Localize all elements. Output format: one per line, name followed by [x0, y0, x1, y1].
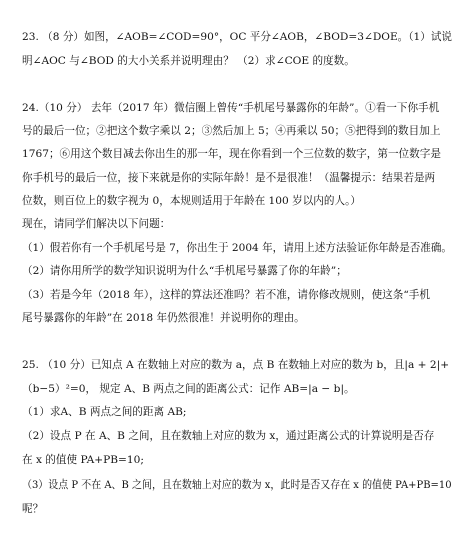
q24-sub-3b: 尾号暴露你的年龄”在 2018 年仍然很准！并说明你的理由。 — [22, 312, 305, 324]
q25-line-2: （b−5）²=0， 规定 A、B 两点之间的距离公式：记作 AB=|a − b|。 — [22, 383, 355, 395]
q24-sub-1: （1）假若你有一个手机尾号是 7，你出生于 2004 年，请用上述方法验证你年龄是否准确。 — [22, 242, 452, 254]
q24-line-1: 24.（10 分） 去年（2017 年）微信圈上曾传“手机尾号暴露你的年龄”。①看一下你手机 — [22, 102, 440, 114]
q24-line-4: 你手机号的最后一位，接下来就是你的实际年龄！是不是很准！（温馨提示：结果若是两 — [22, 172, 436, 184]
q24-line-2: 号的最后一位；②把这个数字乘以 2；③然后加上 5；④再乘以 50；⑤把得到的数目加上 — [22, 125, 441, 137]
q25-sub-3a: （3）设点 P 不在 A、B 之间，且在数轴上对应的数为 x，此时是否又存在 x 的值使 PA+PB=10 — [22, 479, 452, 491]
q25-sub-3b: 呢？ — [22, 503, 44, 515]
q24-line-6: 现在，请同学们解决以下问题： — [22, 218, 171, 230]
q25-sub-2b: 在 x 的值使 PA+PB=10; — [22, 454, 144, 466]
q24-line-3: 1767；⑥用这个数目减去你出生的那一年，现在你看到一个三位数的数字，第一位数字是 — [22, 148, 441, 160]
q24-sub-3a: （3）若是今年（2018 年），这样的算法还准吗？若不准，请你修改规则，使这条“手机 — [22, 289, 430, 301]
q25-sub-2a: （2）设点 P 在 A、B 之间，且在数轴上对应的数为 x，通过距离公式的计算说明是否存 — [22, 430, 435, 442]
q24-line-5: 位数，则百位上的数字视为 0，本规则适用于年龄在 100 岁以内的人。） — [22, 195, 361, 207]
q25-sub-1: （1）求A、B 两点之间的距离 AB; — [22, 406, 187, 418]
q24-sub-2: （2）请你用所学的数学知识说明为什么“手机尾号暴露了你的年龄”； — [22, 265, 347, 277]
q23-line-2: 明∠AOC 与∠BOD 的大小关系并说明理由？ （2）求∠COE 的度数。 — [22, 55, 355, 67]
q25-line-1: 25. （10 分）已知点 A 在数轴上对应的数为 a，点 B 在数轴上对应的数为 b，且|a + 2|+ — [22, 359, 450, 371]
q23-line-1: 23. （8 分）如图，∠AOB=∠COD=90°，OC 平分∠AOB，∠BOD=3∠DOE。（1）试说 — [22, 31, 452, 43]
